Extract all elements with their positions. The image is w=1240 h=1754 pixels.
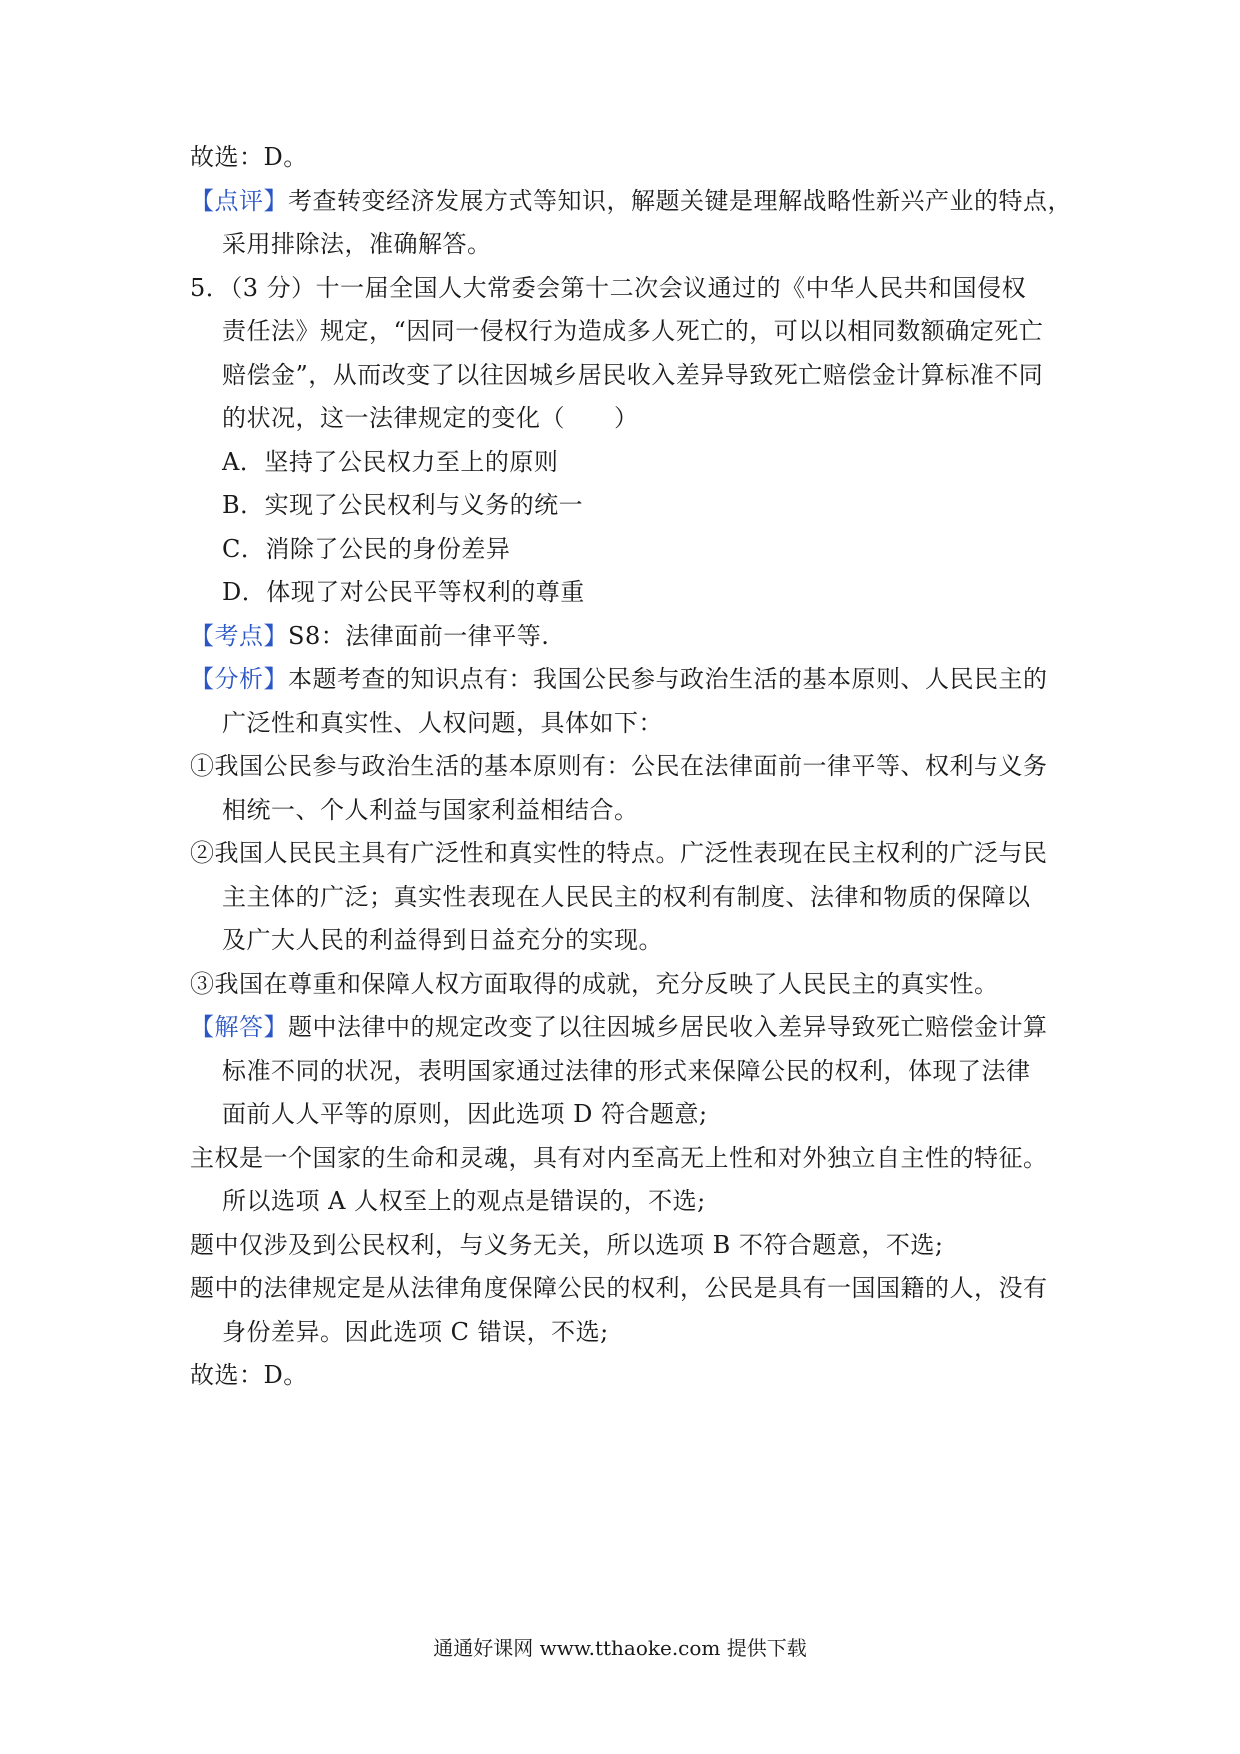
option-b: B．实现了公民权利与义务的统一 xyxy=(222,491,584,519)
option-d: D．体现了对公民平等权利的尊重 xyxy=(222,578,585,606)
question-5-stem-cont-2: 赔偿金”，从而改变了以往因城乡居民收入差异导致死亡赔偿金计算标准不同 xyxy=(222,361,1044,389)
analysis-point-2-cont-2: 及广大人民的利益得到日益充分的实现。 xyxy=(222,926,663,954)
solution-option-c-cont: 身份差异。因此选项 C 错误，不选; xyxy=(222,1318,609,1346)
kaodian-line: 【考点】S8：法律面前一律平等. xyxy=(190,622,550,650)
question-5-stem-cont-1: 责任法》规定，“因同一侵权行为造成多人死亡的，可以以相同数额确定死亡 xyxy=(222,317,1044,345)
page-footer: 通通好课网 www.tthaoke.com 提供下载 xyxy=(433,1636,807,1660)
analysis-point-1-cont: 相统一、个人利益与国家利益相结合。 xyxy=(222,796,639,824)
kaodian-tag: 【考点】 xyxy=(190,622,288,650)
answer-line-prev: 故选：D。 xyxy=(190,143,308,171)
option-a: A．坚持了公民权力至上的原则 xyxy=(222,448,559,476)
analysis-tag: 【分析】 xyxy=(190,665,288,693)
answer-line: 故选：D。 xyxy=(190,1361,308,1389)
comment-tag: 【点评】 xyxy=(190,187,288,215)
question-5-stem-cont-3: 的状况，这一法律规定的变化（ ） xyxy=(222,404,639,432)
analysis-point-2: ②我国人民民主具有广泛性和真实性的特点。广泛性表现在民主权利的广泛与民 xyxy=(190,839,1048,867)
question-5-stem: 5．（3 分）十一届全国人大常委会第十二次会议通过的《中华人民共和国侵权 xyxy=(190,274,1027,302)
analysis-line: 【分析】本题考查的知识点有：我国公民参与政治生活的基本原则、人民民主的 xyxy=(190,665,1048,693)
analysis-point-1: ①我国公民参与政治生活的基本原则有：公民在法律面前一律平等、权利与义务 xyxy=(190,752,1048,780)
solution-line: 【解答】题中法律中的规定改变了以往因城乡居民收入差异导致死亡赔偿金计算 xyxy=(190,1013,1048,1041)
solution-tag: 【解答】 xyxy=(190,1013,288,1041)
solution-line-cont-2: 面前人人平等的原则，因此选项 D 符合题意; xyxy=(222,1100,708,1128)
comment-line: 【点评】考查转变经济发展方式等知识，解题关键是理解战略性新兴产业的特点， xyxy=(190,187,1072,215)
analysis-line-cont: 广泛性和真实性、人权问题，具体如下： xyxy=(222,709,663,737)
solution-sovereignty-cont: 所以选项 A 人权至上的观点是错误的，不选; xyxy=(222,1187,706,1215)
analysis-point-3: ③我国在尊重和保障人权方面取得的成就，充分反映了人民民主的真实性。 xyxy=(190,970,999,998)
comment-line-cont: 采用排除法，准确解答。 xyxy=(222,230,492,258)
solution-option-c: 题中的法律规定是从法律角度保障公民的权利，公民是具有一国国籍的人，没有 xyxy=(190,1274,1048,1302)
solution-sovereignty: 主权是一个国家的生命和灵魂，具有对内至高无上性和对外独立自主性的特征。 xyxy=(190,1144,1048,1172)
solution-line-cont-1: 标准不同的状况，表明国家通过法律的形式来保障公民的权利，体现了法律 xyxy=(222,1057,1031,1085)
solution-option-b: 题中仅涉及到公民权利，与义务无关，所以选项 B 不符合题意，不选; xyxy=(190,1231,944,1259)
analysis-point-2-cont-1: 主主体的广泛；真实性表现在人民民主的权利有制度、法律和物质的保障以 xyxy=(222,883,1031,911)
option-c: C．消除了公民的身份差异 xyxy=(222,535,511,563)
